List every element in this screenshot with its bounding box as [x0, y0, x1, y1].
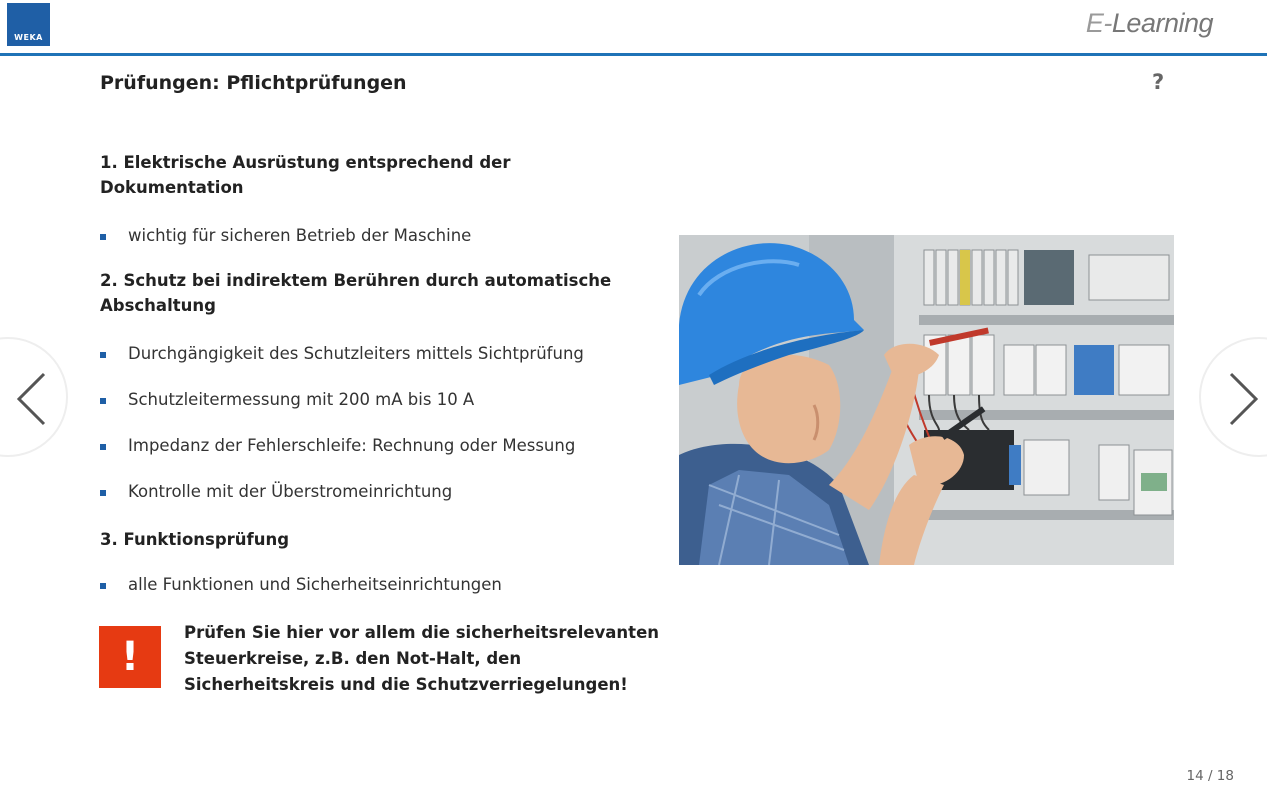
- electrician-photo-illustration: [679, 235, 1174, 565]
- list-item-text: Impedanz der Fehlerschleife: Rechnung oder Messung: [128, 436, 576, 455]
- bullet-icon: [100, 398, 106, 404]
- list-item-text: Schutzleitermessung mit 200 mA bis 10 A: [128, 390, 475, 409]
- list-item: [100, 434, 660, 458]
- warning-icon: !: [99, 626, 161, 688]
- page-indicator: 14 / 18: [1186, 768, 1234, 784]
- logo-text: WEKA: [14, 33, 43, 42]
- list-item: [100, 388, 660, 412]
- list-item: [100, 224, 660, 248]
- page-title: Prüfungen: Pflichtprüfungen: [100, 72, 407, 94]
- section-heading-3: 3. Funktionsprüfung: [100, 530, 290, 549]
- chevron-left-icon: [14, 369, 54, 429]
- bullet-icon: [100, 490, 106, 496]
- bullet-icon: [100, 444, 106, 450]
- help-button[interactable]: ?: [1152, 70, 1165, 94]
- list-item-text: wichtig für sicheren Betrieb der Maschine: [128, 226, 472, 245]
- next-button[interactable]: [1199, 337, 1267, 457]
- list-item-text: Durchgängigkeit des Schutzleiters mittels Sichtprüfung: [128, 344, 584, 363]
- bullet-icon: [100, 234, 106, 240]
- list-item: [100, 342, 660, 366]
- section-heading-1: 1. Elektrische Ausrüstung entsprechend der Dokumentation: [100, 153, 511, 197]
- list-item: [100, 573, 660, 597]
- section-heading-2: 2. Schutz bei indirektem Berühren durch automatische Abschaltung: [100, 271, 612, 315]
- brand-prefix: E-: [1085, 8, 1112, 38]
- bullet-icon: [100, 583, 106, 589]
- header-bar: [0, 0, 1267, 56]
- chevron-right-icon: [1221, 369, 1261, 429]
- electrician-photo: [679, 235, 1174, 565]
- list-item-text: alle Funktionen und Sicherheitseinrichtungen: [128, 575, 502, 594]
- weka-logo: [7, 3, 50, 46]
- warning-text: Prüfen Sie hier vor allem die sicherheitsrelevanten Steuerkreise, z.B. den Not-Halt, den Sicherheitskreis und die Schutzverriegelungen!: [184, 623, 660, 694]
- elearning-brand: [1086, 8, 1213, 39]
- brand-suffix: Learning: [1111, 8, 1213, 38]
- prev-button[interactable]: [0, 337, 68, 457]
- list-item: [100, 480, 660, 504]
- bullet-icon: [100, 352, 106, 358]
- list-item-text: Kontrolle mit der Überstromeinrichtung: [128, 482, 453, 501]
